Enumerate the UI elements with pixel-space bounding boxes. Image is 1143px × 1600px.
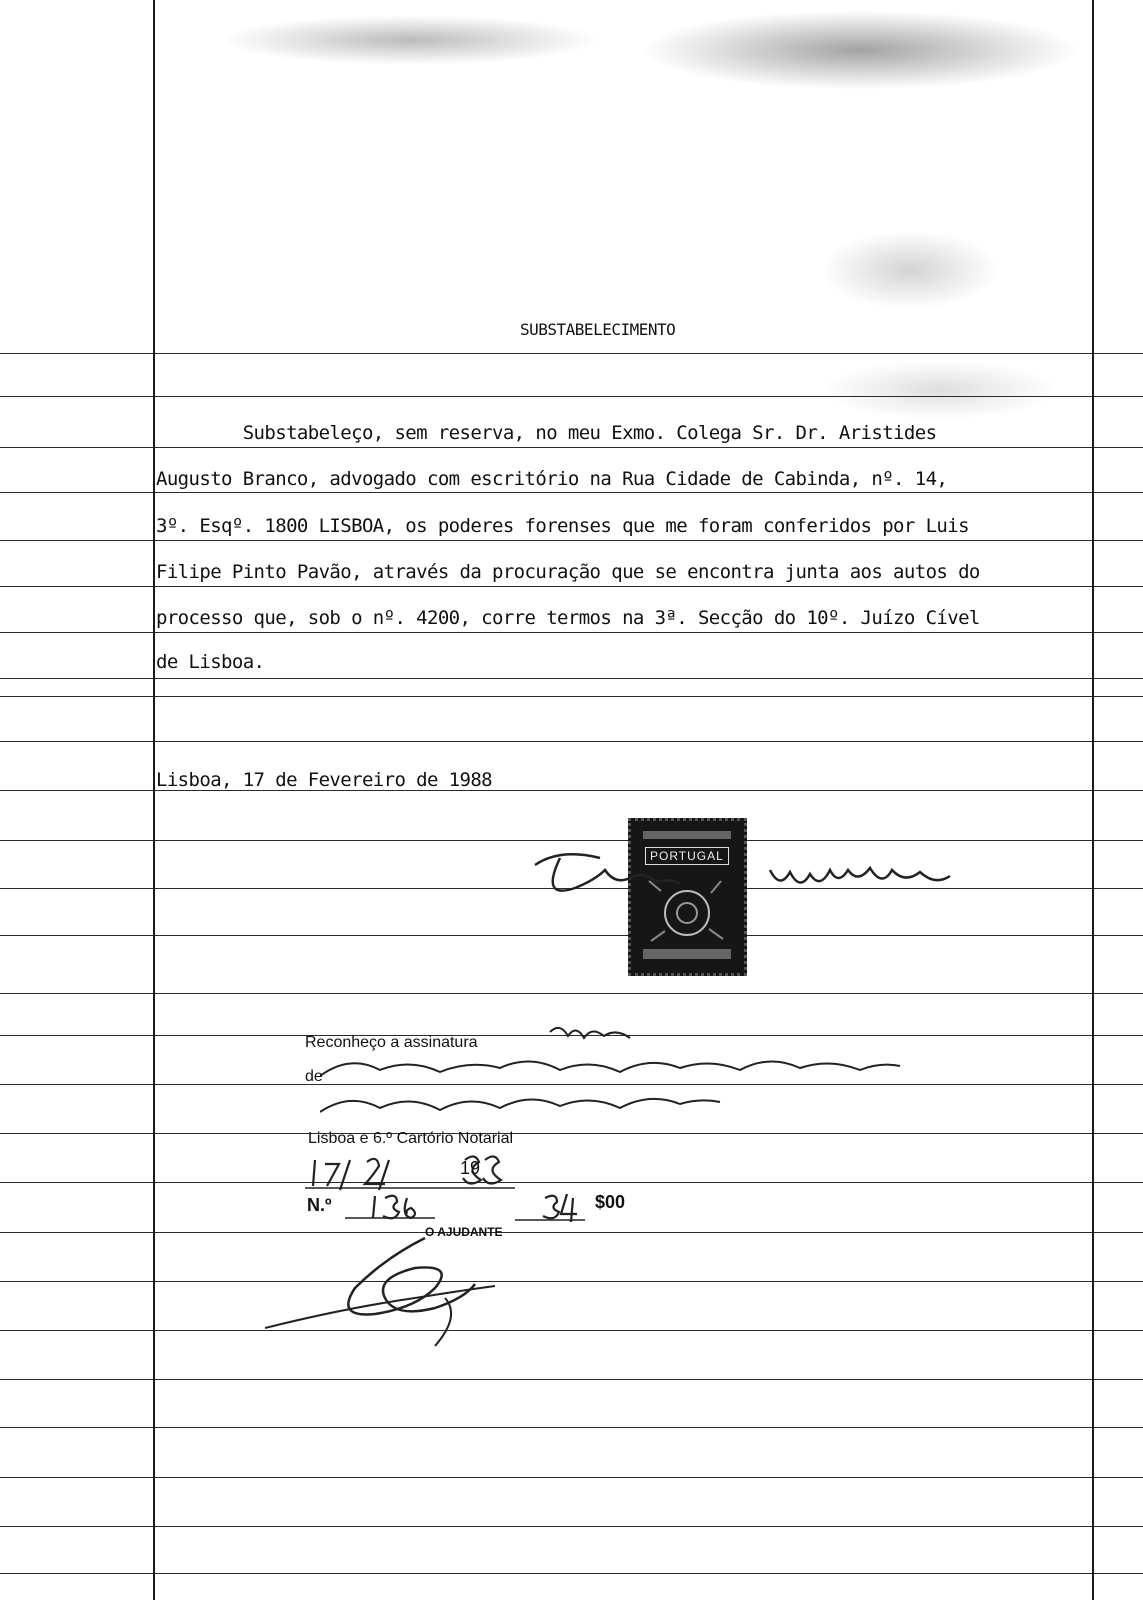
ruled-line <box>0 586 1143 587</box>
document-title: SUBSTABELECIMENTO <box>520 320 676 339</box>
ruled-line <box>0 1573 1143 1574</box>
ruled-line <box>0 1232 1143 1233</box>
body-line-6: de Lisboa. <box>156 651 265 673</box>
scan-noise <box>220 15 600 65</box>
scan-noise <box>820 230 1000 310</box>
body-line-1: Substabeleço, sem reserva, no meu Exmo. Colega Sr. Dr. Aristides <box>156 422 937 444</box>
ruled-line <box>0 1427 1143 1428</box>
date-line: Lisboa, 17 de Fevereiro de 1988 <box>156 769 493 791</box>
ruled-line <box>0 632 1143 633</box>
ruled-line <box>0 741 1143 742</box>
recognized-name-handwriting <box>320 1018 940 1128</box>
ruled-line <box>0 1281 1143 1282</box>
recognition-label: Reconheço a assinatura <box>305 1034 478 1051</box>
ruled-line <box>0 1379 1143 1380</box>
ruled-line <box>0 678 1143 679</box>
ruled-line <box>0 1330 1143 1331</box>
ruled-line <box>0 492 1143 493</box>
body-line-3: 3º. Esqº. 1800 LISBOA, os poderes forenses que me foram conferidos por Luis <box>156 515 969 537</box>
ruled-line <box>0 396 1143 397</box>
scan-noise <box>820 360 1060 420</box>
de-label: de <box>305 1068 323 1085</box>
body-line-4: Filipe Pinto Pavão, através da procuração que se encontra junta aos autos do <box>156 561 980 583</box>
body-line-5: processo que, sob o nº. 4200, corre termos na 3ª. Secção do 10º. Juízo Cível <box>156 607 980 629</box>
stamp-country-label: PORTUGAL <box>645 847 729 865</box>
ruled-line <box>0 993 1143 994</box>
ruled-line <box>0 353 1143 354</box>
notary-office-label: Lisboa e 6.º Cartório Notarial <box>308 1130 514 1147</box>
notary-number-label: N.º <box>307 1195 332 1215</box>
author-signature <box>520 840 1000 930</box>
assistant-signature <box>265 1228 545 1348</box>
ruled-line <box>0 1182 1143 1183</box>
ruled-line <box>0 1133 1143 1134</box>
body-line-2: Augusto Branco, advogado com escritório na Rua Cidade de Cabinda, nº. 14, <box>156 468 948 490</box>
left-margin-line <box>153 0 155 1600</box>
ruled-line <box>0 1526 1143 1527</box>
notary-date-year-prefix: 19 <box>460 1158 481 1178</box>
notary-fee-suffix: $00 <box>595 1192 626 1212</box>
right-margin-line <box>1092 0 1094 1600</box>
ruled-line <box>0 696 1143 697</box>
assistant-label: O AJUDANTE <box>425 1225 503 1239</box>
ruled-line <box>0 540 1143 541</box>
ruled-line <box>0 1477 1143 1478</box>
ruled-line <box>0 447 1143 448</box>
scan-noise <box>640 10 1080 90</box>
ruled-line <box>0 935 1143 936</box>
